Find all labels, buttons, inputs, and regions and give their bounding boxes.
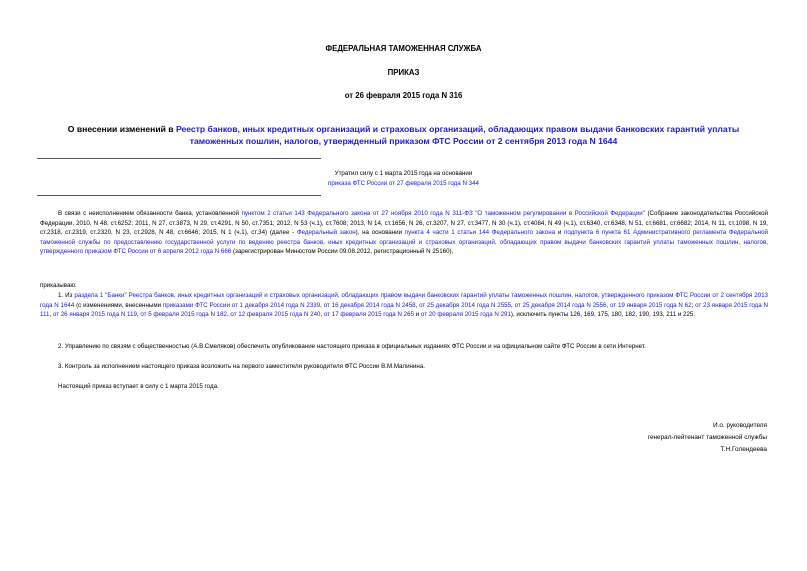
- agency-heading: ФЕДЕРАЛЬНАЯ ТАМОЖЕННАЯ СЛУЖБА: [325, 44, 482, 53]
- signature-rank: генерал-лейтенант таможенной службы: [647, 434, 767, 441]
- federal-law-link[interactable]: Федеральный закон: [296, 229, 356, 237]
- item-1-paragraph: 1. Из раздела 1 "Банки" Реестра банков, иных кредитных организаций и страховых организаций, обладающих правом выдачи банковских гарантий уплаты таможенных пошлин, налогов, утвержденного приказом ФТС России от 2 сентября 2013 года N 1644 (с изменениями, внесенными приказами ФТС России от 1 декабря 2014 года N 2339, от 16 декабря 2014 года N 2458, от 25 декабря 2014 года N 2555, от 25 декабря 2014 года N 2556, от 19 января 2015 года N 62; от 23 января 2015 года N 111, от 26 января 2015 года N 119, от 5 февраля 2015 года N 182, от 12 февраля 2015 года N 240, от 17 февраля 2015 года N 265 и от 20 февраля 2015 года N 291), исключить пункты 126, 169, 175, 180, 182, 190, 193, 211 и 225.: [40, 292, 768, 319]
- amendment-link-111[interactable]: от 23 января 2015 года N 111: [40, 301, 768, 319]
- signature-position: И.о. руководителя: [713, 422, 767, 429]
- amendment-link-62[interactable]: от 19 января 2015 года N 62: [610, 301, 692, 309]
- doc-type-heading: ПРИКАЗ: [387, 68, 420, 77]
- status-line: Утратил силу с 1 марта 2015 года на основании: [334, 170, 473, 177]
- preamble-paragraph: В связи с неисполнением обязанности банка, установленной пунктом 2 статьи 143 Федерального закона от 27 ноября 2010 года N 311-ФЗ "О таможенном регулировании в Российской Федерации" (Собрание законодательства Российской Федерации, 2010, N 48, ст.6252; 2011, N 27, ст.3873, N 29, ст.4291, N 50, ст.7351; 2012, N 53 (ч.1), ст.7608; 2013, N 14, ст.1656, N 26, ст.3207, N 27, ст.3477, N 30 (ч.1), ст.4084, N 49 (ч.1), ст.6340, ст.6348, N 51, ст.6681, ст.6682; 2014, N 11, ст.1098, N 19, ст.2318, ст.2319, ст.2320, N 23, ст.2928, N 48, ст.6646; 2015, N 1 (ч.1), ст.34) (далее - Федеральный закон), на основании пункта 4 части 1 статьи 144 Федерального закона и подпункта 6 пункта 61 Административного регламента Федеральной таможенной службы по предоставлению государственной услуги по ведению реестра банков, иных кредитных организаций и страховых организаций, обладающих правом выдачи банковских гарантий уплаты таможенных пошлин, налогов, утвержденного приказом ФТС России от 6 апреля 2012 года N 666 (зарегистрирован Минюстом России 09.08.2012, регистрационный N 25160),: [40, 210, 768, 256]
- item-3-paragraph: 3. Контроль за исполнением настоящего приказа возложить на первого заместителя руководителя ФТС России В.М.Малинина.: [58, 363, 426, 370]
- amendment-link-265[interactable]: от 17 февраля 2015 года N 265: [323, 311, 414, 319]
- item-2-paragraph: 2. Управлению по связям с общественностью (А.В.Смеляков) обеспечить опубликование настоящего приказа в официальных изданиях ФТС России и на официальном сайте ФТС России в сети Интернет.: [58, 343, 646, 350]
- amendment-link-2339[interactable]: приказами ФТС России от 1 декабря 2014 года N 2339: [162, 301, 321, 309]
- document-title: [40, 123, 767, 147]
- status-link[interactable]: приказа ФТС России от 27 февраля 2015 года N 344: [328, 180, 479, 187]
- amendment-link-119[interactable]: от 26 января 2015 года N 119: [52, 311, 137, 319]
- divider-top: [37, 158, 321, 159]
- title-link[interactable]: Реестр банков, иных кредитных организаций и страховых организаций, обладающих правом выдачи банковских гарантий уплаты таможенных пошлин, налогов, утвержденный приказом ФТС России от 2 сентября 2013 года N 1644: [175, 124, 740, 146]
- registry-section-link[interactable]: раздела 1 "Банки" Реестра банков, иных кредитных организаций и страховых организаций, обладающих правом выдачи банковских гарантий уплаты таможенных пошлин, налогов, утвержденного приказом ФТС России от 2 сентября 2013 года N 1644: [40, 292, 768, 309]
- status-note: [300, 169, 507, 189]
- article-144-link[interactable]: пункта 4 части 1 статьи 144 Федерального закона: [404, 229, 556, 237]
- amendment-link-182[interactable]: от 5 февраля 2015 года N 182: [140, 311, 227, 319]
- title-prefix: О внесении изменений в: [67, 124, 176, 134]
- effective-date-paragraph: Настоящий приказ вступает в силу с 1 марта 2015 года.: [58, 383, 219, 390]
- divider-bottom: [37, 195, 321, 196]
- signature-block: [467, 420, 767, 456]
- amendment-link-2556[interactable]: от 25 декабря 2014 года N 2556: [514, 301, 607, 309]
- amendment-link-240[interactable]: от 12 февраля 2015 года N 240: [230, 311, 321, 319]
- amendment-link-2458[interactable]: от 16 декабря 2014 года N 2458: [323, 301, 416, 309]
- order-word: приказываю:: [40, 282, 77, 289]
- date-number-heading: от 26 февраля 2015 года N 316: [344, 91, 463, 100]
- amendment-link-2555[interactable]: от 25 декабря 2014 года N 2555: [419, 301, 512, 309]
- amendment-link-291[interactable]: от 20 февраля 2015 года N 291: [420, 311, 511, 319]
- law-link[interactable]: пунктом 2 статьи 143 Федерального закона от 27 ноября 2010 года N 311-ФЗ "О таможенном регулировании в Российской Федерации": [241, 210, 645, 217]
- signature-name: Т.Н.Голендеева: [720, 446, 767, 453]
- regulation-link[interactable]: подпункта 6 пункта 61 Административного регламента Федеральной таможенной службы по предоставлению государственной услуги по ведению реестра банков, иных кредитных организаций и страховых организаций, обладающих правом выдачи банковских гарантий уплаты таможенных пошлин, налогов, утвержденного приказом ФТС России от 6 апреля 2012 года N 666: [40, 229, 768, 256]
